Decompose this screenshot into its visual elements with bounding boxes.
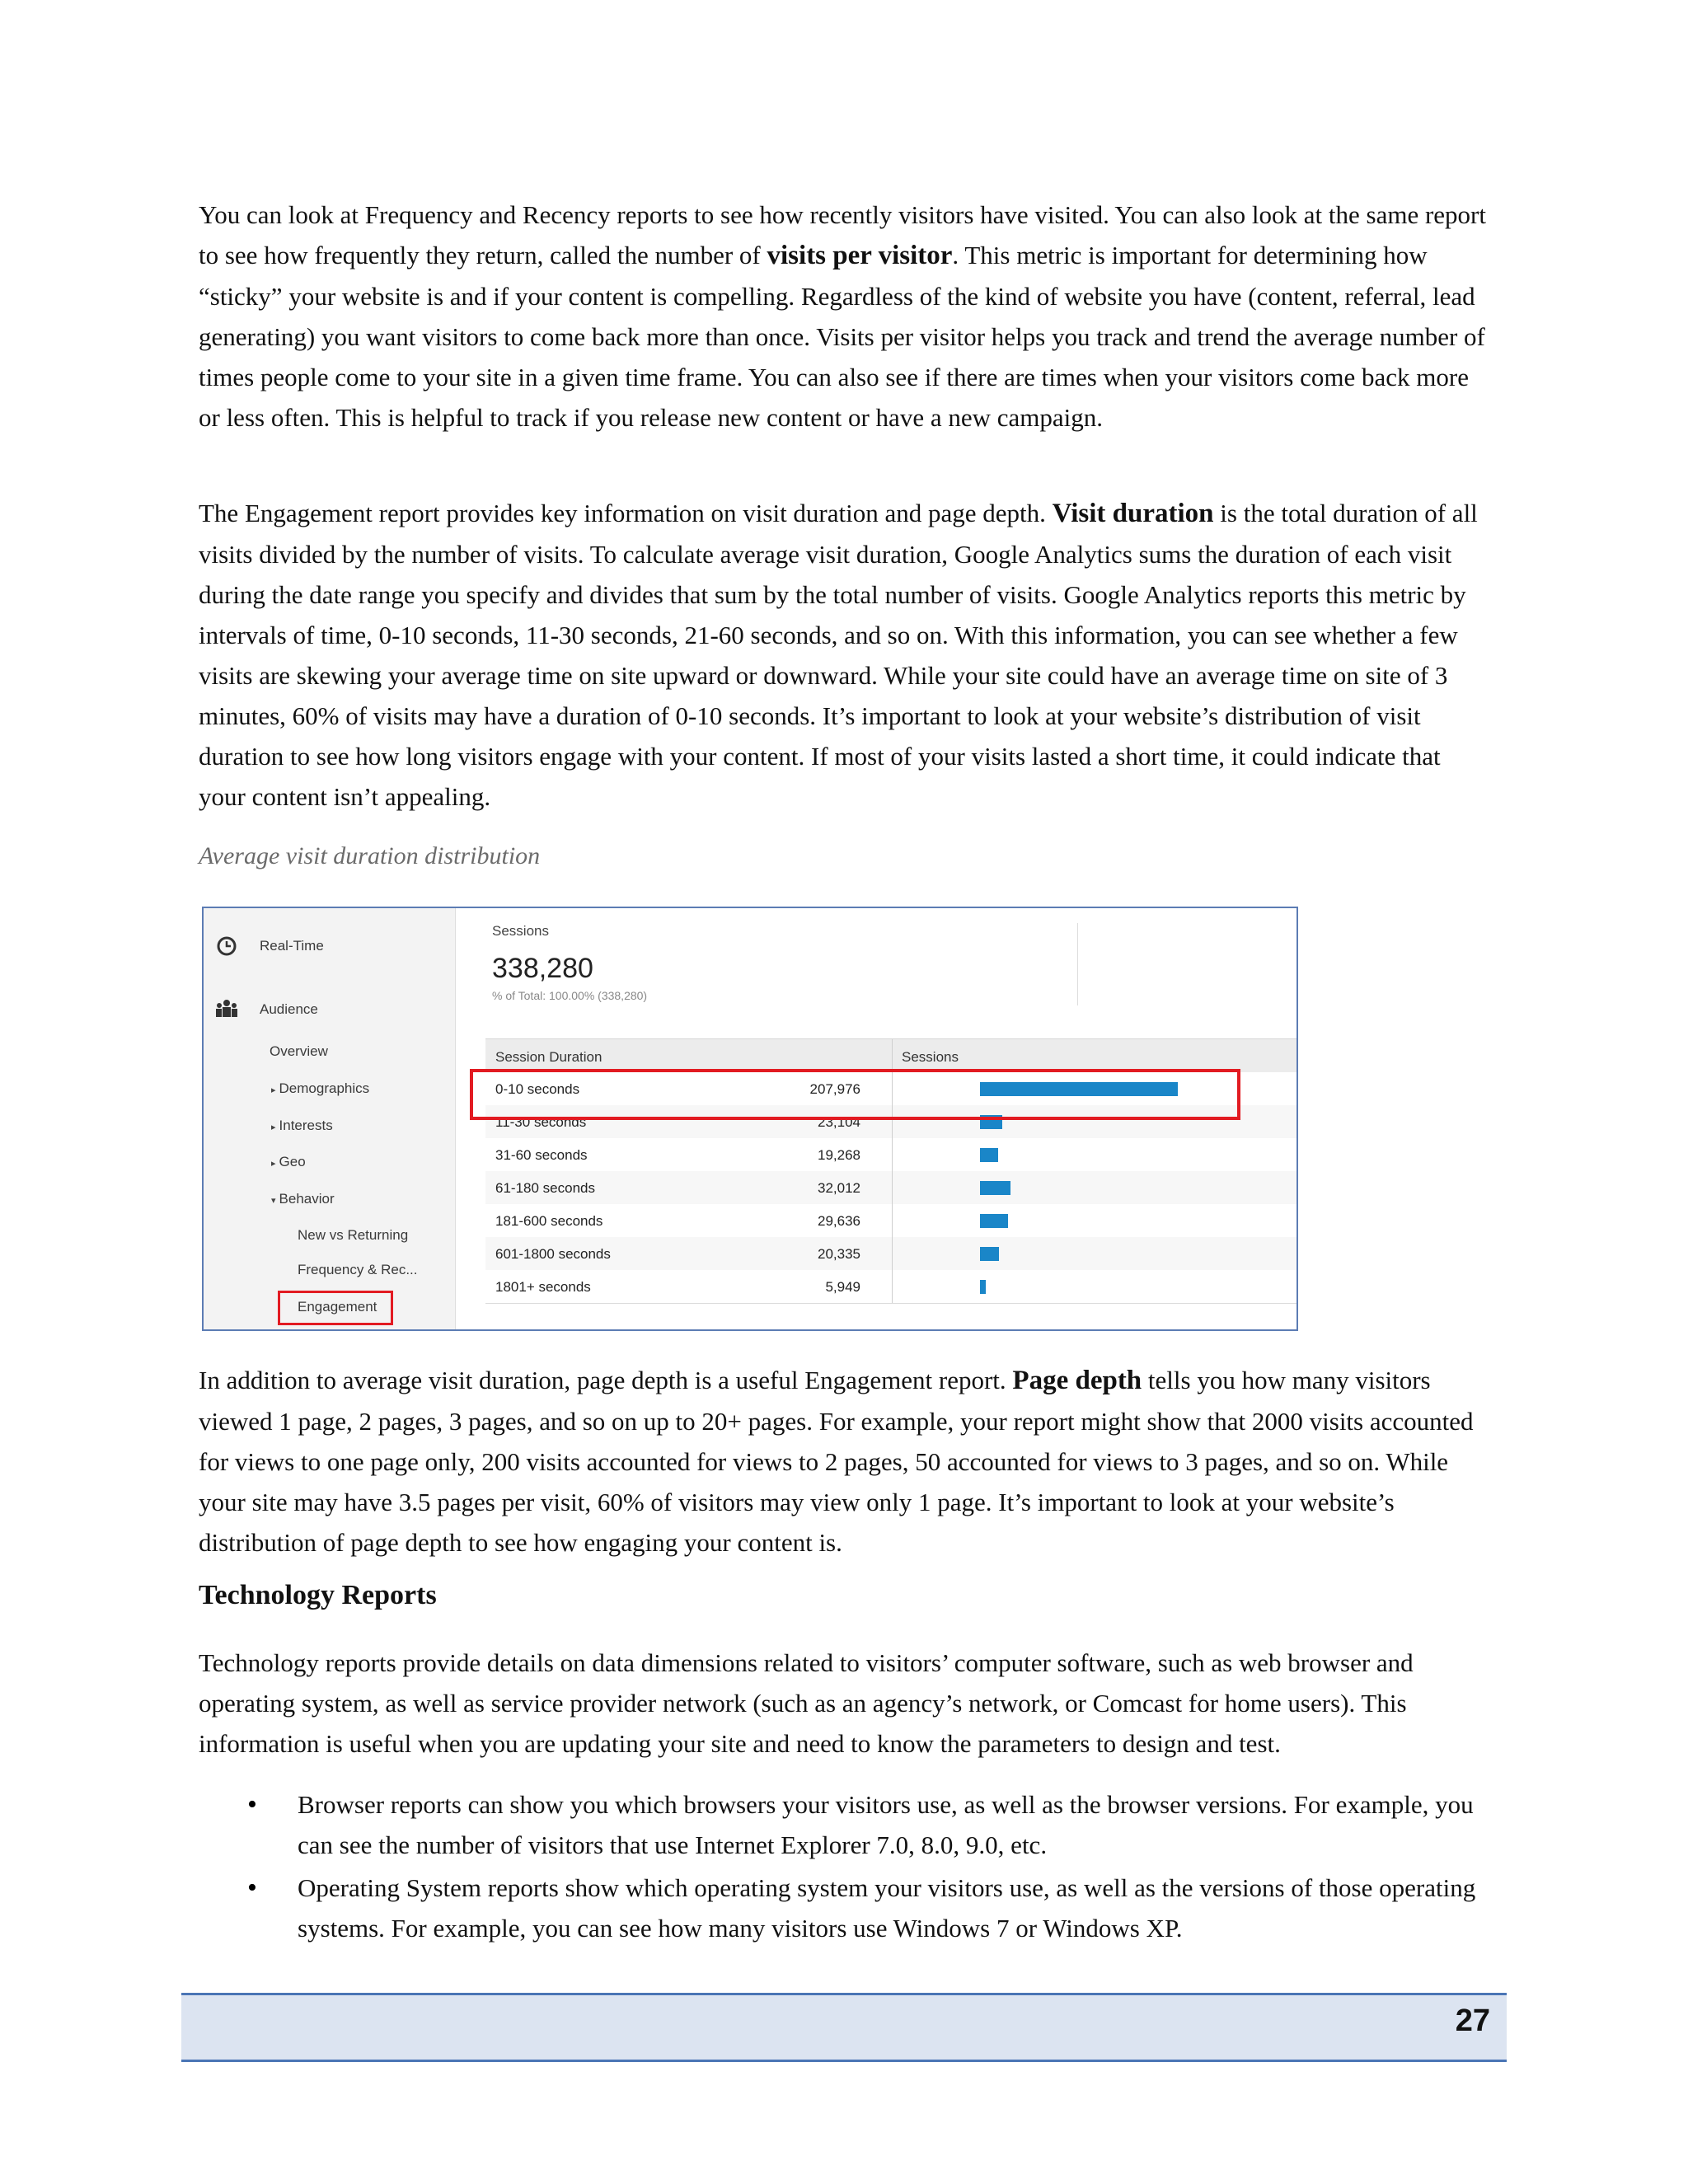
- nav-geo[interactable]: [271, 1154, 306, 1170]
- sessions-bar: [980, 1148, 998, 1162]
- p3-text-after: tells you how many visitors viewed 1 page, 2 pages, 3 pages, and so on up to 20+ pages. For example, your report might show that 2000 visits accounted for views to one page only, 200 visits accounted for views to 2 pages, 50 accounted for views to 3 pages, and so on. While your site may have 3.5 pages per visit, 60% of visitors may view only 1 page. It’s important to look at your website’s distribution of page depth to see how engaging your content is.: [199, 1366, 1474, 1557]
- collapse-arrow-icon: ▾: [271, 1196, 276, 1206]
- nav-frequency-recency[interactable]: Frequency & Rec...: [298, 1262, 418, 1277]
- paragraph-page-depth: [199, 1360, 1491, 1563]
- column-divider: [892, 1270, 893, 1303]
- p3-bold-term: Page depth: [1012, 1366, 1142, 1395]
- column-divider: [892, 1237, 893, 1270]
- nav-engagement[interactable]: Engagement: [298, 1299, 377, 1315]
- p2-text-after: is the total duration of all visits divided by the number of visits. To calculate average visit duration, Google Analytics sums the duration of each visit during the date range you specify and divides that sum by the total number of visits. Google Analytics reports this metric by intervals of time, 0-10 seconds, 11-30 seconds, 21-60 seconds, and so on. With this information, you can see whether a few visits are skewing your average time on site upward or downward. While your site could have an average time on site of 3 minutes, 60% of visits may have a duration of 0-10 seconds. It’s important to look at your website’s distribution of visit duration to see how long visitors engage with your content. If most of your visits lasted a short time, it could indicate that your content isn’t appealing.: [199, 499, 1478, 811]
- expand-arrow-icon: ▸: [271, 1159, 276, 1169]
- sessions-label: Sessions: [492, 923, 549, 939]
- bullet-item: • Operating System reports show which operating system your visitors use, as well as the versions of those operating systems. For example, you can see how many visitors use Windows 7 or Windows XP.: [199, 1868, 1491, 1948]
- sessions-bar: [980, 1280, 986, 1294]
- row-sessions-value: 23,104: [818, 1114, 860, 1130]
- p2-text-before: The Engagement report provides key information on visit duration and page depth.: [199, 499, 1053, 527]
- sessions-value: 338,280: [492, 953, 593, 984]
- column-divider: [892, 1171, 893, 1204]
- row-highlight-box: [470, 1069, 1240, 1120]
- nav-interests[interactable]: [271, 1118, 333, 1134]
- row-sessions-value: 32,012: [818, 1180, 860, 1196]
- engagement-highlight-box: [278, 1291, 393, 1325]
- column-header-duration[interactable]: Session Duration: [495, 1049, 603, 1065]
- table-row[interactable]: [485, 1204, 1297, 1238]
- nav-interests-label: Interests: [279, 1118, 333, 1133]
- row-duration-label: 181-600 seconds: [495, 1213, 603, 1229]
- nav-behavior[interactable]: [271, 1191, 335, 1207]
- nav-demographics-label: Demographics: [279, 1080, 370, 1096]
- p1-text-after: . This metric is important for determining how “sticky” your website is and if your content is compelling. Regardless of the kind of website you have (content, referral, lead generating) you want visitors to come back more than once. Visits per visitor helps you track and trend the average number of times people come to your site in a given time frame. You can also see if there are times when your visitors come back more or less often. This is helpful to track if you release new content or have a new campaign.: [199, 241, 1485, 432]
- paragraph-technology: Technology reports provide details on data dimensions related to visitors’ computer software, such as web browser and operating system, as well as service provider network (such as an agency’s network, or Comcast for home users). This information is useful when you are updating your site and need to know the parameters to design and test.: [199, 1648, 1414, 1758]
- table-row[interactable]: [485, 1237, 1297, 1271]
- sessions-bar: [980, 1247, 999, 1261]
- column-divider: [892, 1138, 893, 1171]
- expand-arrow-icon: ▸: [271, 1122, 276, 1132]
- nav-audience[interactable]: Audience: [260, 1001, 318, 1017]
- p2-bold-term: Visit duration: [1052, 499, 1214, 528]
- row-duration-label: 11-30 seconds: [495, 1114, 587, 1130]
- nav-geo-label: Geo: [279, 1154, 306, 1169]
- row-duration-label: 1801+ seconds: [495, 1279, 591, 1295]
- row-duration-label: 601-1800 seconds: [495, 1246, 611, 1262]
- nav-new-vs-returning[interactable]: New vs Returning: [298, 1227, 409, 1243]
- row-sessions-value: 5,949: [825, 1279, 860, 1295]
- p1-bold-term: visits per visitor: [767, 241, 953, 270]
- p3-text-before: In addition to average visit duration, page depth is a useful Engagement report.: [199, 1366, 1013, 1394]
- nav-behavior-label: Behavior: [279, 1191, 335, 1207]
- bullet-list: [199, 1784, 1491, 1951]
- row-sessions-value: 20,335: [818, 1246, 860, 1262]
- table-row[interactable]: [485, 1270, 1297, 1304]
- column-divider: [892, 1204, 893, 1237]
- analytics-sidebar: [204, 908, 456, 1329]
- row-sessions-value: 19,268: [818, 1147, 860, 1163]
- row-duration-label: 31-60 seconds: [495, 1147, 588, 1163]
- p1-text-before: You can look at Frequency and Recency reports to see how recently visitors have visited. You can also look at the same report to see how frequently they return, called the number of: [199, 200, 1486, 269]
- page-number: 27: [1455, 2004, 1490, 2038]
- row-sessions-value: 29,636: [818, 1213, 860, 1229]
- nav-realtime[interactable]: Real-Time: [260, 938, 324, 954]
- sessions-total: % of Total: 100.00% (338,280): [492, 989, 648, 1002]
- sessions-bar: [980, 1181, 1010, 1195]
- table-row[interactable]: [485, 1138, 1297, 1172]
- clock-icon: [215, 935, 238, 958]
- table-header: [485, 1038, 1297, 1073]
- row-sessions-value: 207,976: [809, 1081, 860, 1097]
- section-heading: Technology Reports: [199, 1580, 437, 1610]
- people-icon: [215, 997, 238, 1020]
- column-header-sessions[interactable]: Sessions: [902, 1049, 959, 1065]
- table-row[interactable]: [485, 1171, 1297, 1205]
- expand-arrow-icon: ▸: [271, 1085, 276, 1095]
- row-duration-label: 0-10 seconds: [495, 1081, 580, 1097]
- paragraph-visit-duration: [199, 493, 1491, 817]
- nav-overview[interactable]: Overview: [270, 1043, 328, 1059]
- page-footer: [181, 1993, 1507, 2062]
- figure-caption: Average visit duration distribution: [199, 842, 541, 869]
- sessions-bar: [980, 1214, 1008, 1228]
- nav-demographics[interactable]: [271, 1080, 369, 1097]
- column-divider: [892, 1039, 893, 1072]
- paragraph-visits-per-visitor: [199, 194, 1491, 438]
- row-duration-label: 61-180 seconds: [495, 1180, 595, 1196]
- bullet-item: • Browser reports can show you which browsers your visitors use, as well as the browser versions. For example, you can see the number of visitors that use Internet Explorer 7.0, 8.0, 9.0, etc.: [199, 1784, 1491, 1865]
- summary-divider: [1077, 923, 1078, 1005]
